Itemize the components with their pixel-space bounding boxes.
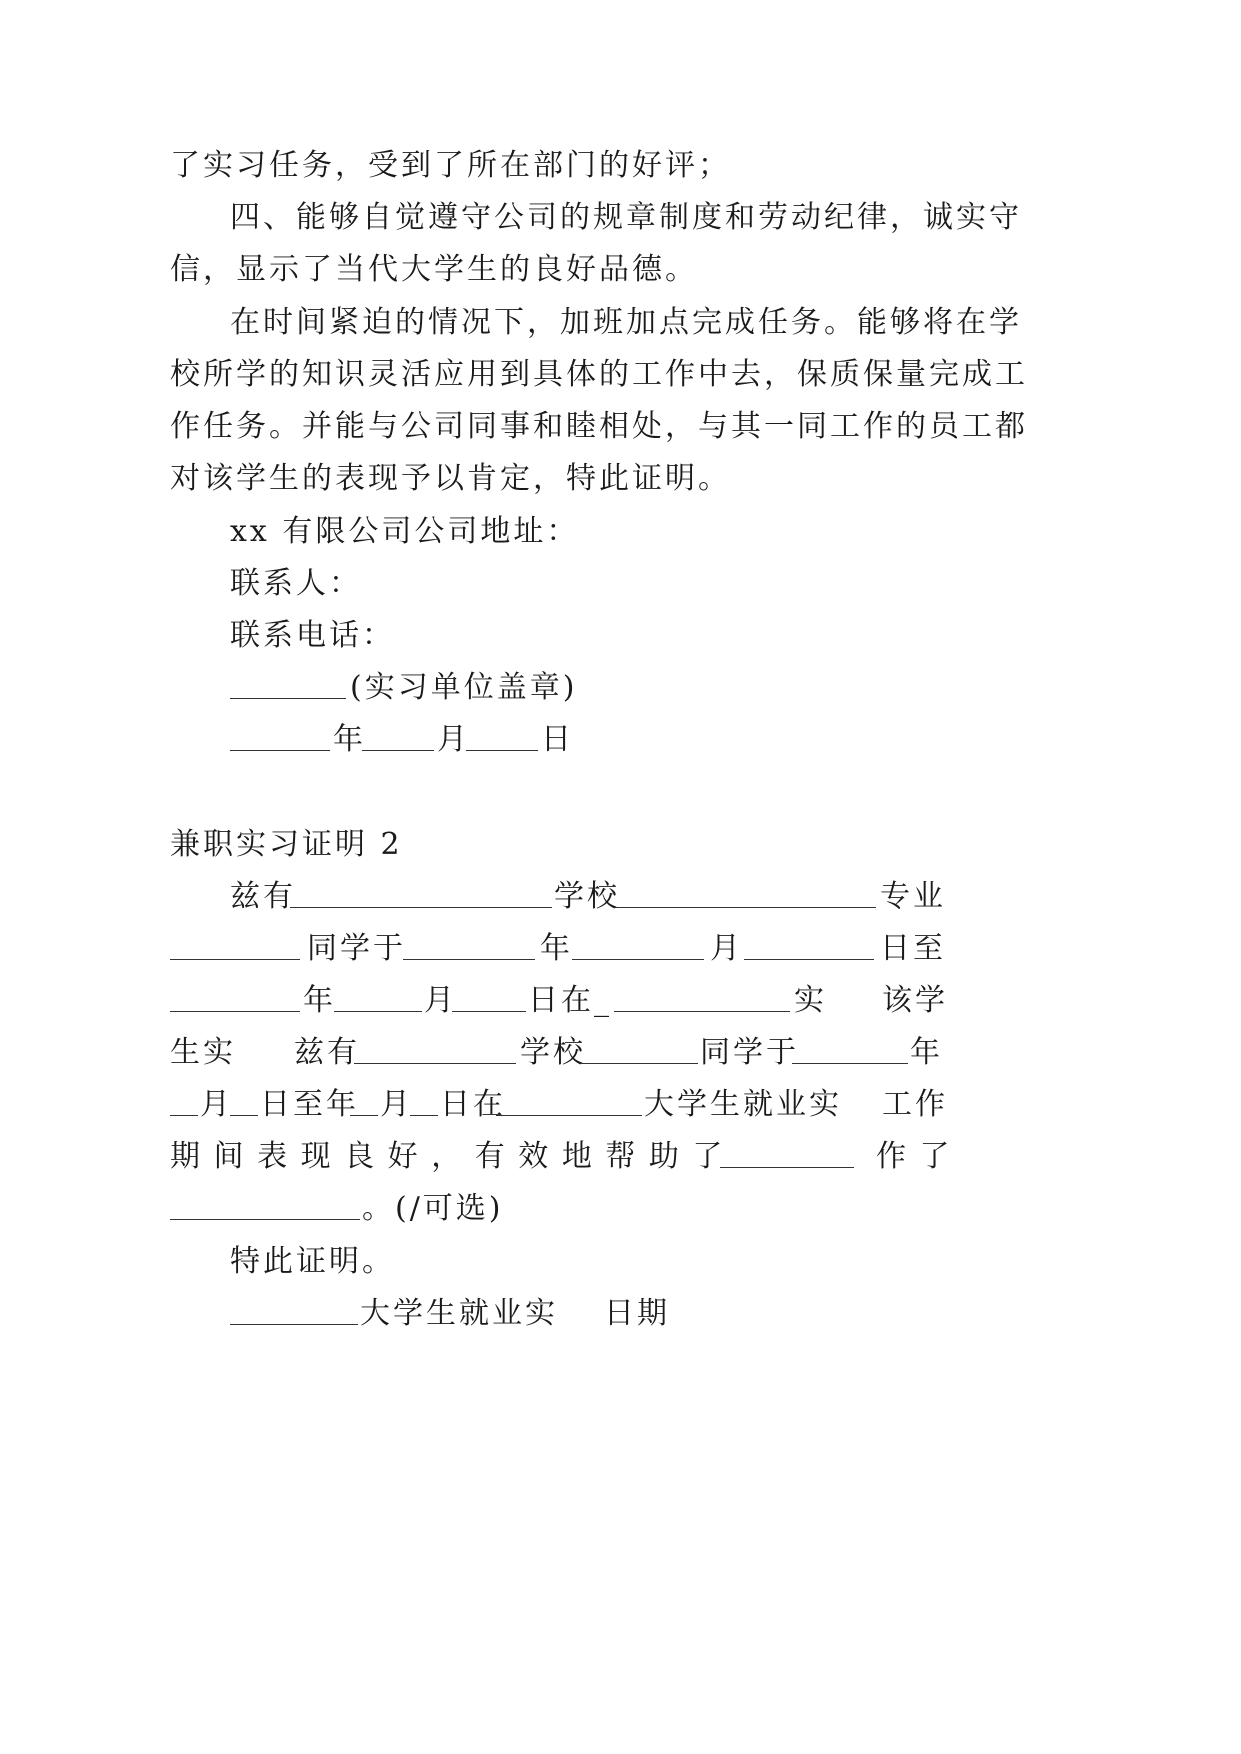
text-line: 月: [380, 1087, 413, 1122]
text-line: 月: [424, 983, 457, 1018]
text-line: 日至年: [260, 1087, 359, 1122]
signature-line: [0, 1294, 1241, 1334]
text-line: 工作: [882, 1087, 948, 1122]
blank-field: [170, 929, 300, 960]
text-line: 对该学生的表现予以肯定，特此证明。: [170, 461, 731, 496]
paragraph-line: [0, 198, 1241, 238]
text-line: 年: [333, 722, 366, 757]
text-line: 同学于: [700, 1035, 799, 1070]
text-line: 期 间 表 现 良 好 ， 有 效 地 帮 助 了: [170, 1139, 725, 1174]
paragraph-line: [0, 146, 1241, 186]
text-line: 日在_: [528, 983, 612, 1018]
closing-line: [0, 1242, 1241, 1282]
text-line: 学校: [520, 1035, 586, 1070]
date-line: [0, 720, 1241, 760]
text-line: 作 了: [876, 1139, 952, 1174]
blank-field: [466, 720, 538, 751]
text-line: xx 有限公司公司地址：: [230, 514, 580, 549]
blank-field: [452, 981, 526, 1012]
blank-field: [230, 1085, 258, 1116]
text-line: 联系电话：: [230, 618, 395, 653]
paragraph-line: [0, 407, 1241, 447]
blank-field: [350, 1085, 378, 1116]
seal-line: [0, 668, 1241, 708]
blank-field: [230, 668, 346, 699]
blank-field: [230, 1294, 358, 1325]
blank-field: [403, 929, 535, 960]
blank-field: [496, 1085, 642, 1116]
text-line: 专业: [880, 879, 946, 914]
form-line: [0, 877, 1241, 917]
text-line: 校所学的知识灵活应用到具体的工作中去，保质保量完成工: [170, 357, 1028, 392]
text-line: 实: [794, 983, 827, 1018]
text-line: 该学: [882, 983, 948, 1018]
contact-phone-line: [0, 616, 1241, 656]
form-line: [0, 1189, 1241, 1229]
blank-field: [290, 877, 552, 908]
blank-field: [362, 720, 434, 751]
blank-field: [230, 720, 330, 751]
text-line: 兼职实习证明 2: [170, 827, 403, 862]
text-line: 日: [541, 722, 574, 757]
text-line: 信，显示了当代大学生的良好品德。: [170, 252, 698, 287]
blank-field: [410, 1085, 438, 1116]
text-line: 联系人：: [230, 566, 362, 601]
blank-field: [720, 1137, 854, 1168]
section-title: [0, 825, 1241, 865]
text-line: 作任务。并能与公司同事和睦相处，与其一同工作的员工都: [170, 409, 1028, 444]
text-line: 日期: [604, 1296, 670, 1331]
blank-field: [354, 1033, 516, 1064]
text-line: 。(/可选): [362, 1191, 504, 1226]
text-line: 兹有: [294, 1035, 360, 1070]
text-line: 特此证明。: [230, 1244, 395, 1279]
paragraph-line: [0, 355, 1241, 395]
blank-field: [792, 1033, 908, 1064]
paragraph-line: [0, 459, 1241, 499]
blank-field: [572, 929, 704, 960]
text-line: 月: [710, 931, 743, 966]
form-line: [0, 1033, 1241, 1073]
text-line: 大学生就业实: [360, 1296, 558, 1331]
text-line: 日至: [880, 931, 946, 966]
form-line: [0, 929, 1241, 969]
text-line: 年: [303, 983, 336, 1018]
text-line: 四、能够自觉遵守公司的规章制度和劳动纪律，诚实守: [230, 200, 1022, 235]
paragraph-line: [0, 250, 1241, 290]
contact-person-line: [0, 564, 1241, 604]
blank-field: [170, 1085, 198, 1116]
blank-field: [334, 981, 422, 1012]
text-line: 月: [437, 722, 470, 757]
text-line: 同学于: [307, 931, 406, 966]
blank-field: [580, 1033, 698, 1064]
blank-field: [170, 981, 300, 1012]
form-line: [0, 981, 1241, 1021]
blank-field: [744, 929, 874, 960]
blank-field: [170, 1189, 360, 1220]
text-line: (实习单位盖章): [350, 670, 578, 705]
text-line: 月: [200, 1087, 233, 1122]
text-line: 在时间紧迫的情况下，加班加点完成任务。能够将在学: [230, 305, 1022, 340]
blank-field: [614, 981, 790, 1012]
text-line: 大学生就业实: [644, 1087, 842, 1122]
text-line: 年: [540, 931, 573, 966]
form-line: [0, 1137, 1241, 1177]
blank-field: [614, 877, 876, 908]
text-line: 兹有: [230, 879, 296, 914]
text-line: 了实习任务，受到了所在部门的好评；: [170, 148, 731, 183]
paragraph-line: [0, 303, 1241, 343]
company-address-line: [0, 512, 1241, 552]
text-line: 生实: [170, 1035, 236, 1070]
text-line: 日在: [440, 1087, 506, 1122]
text-line: 年: [910, 1035, 943, 1070]
text-line: 学校: [554, 879, 620, 914]
form-line: [0, 1085, 1241, 1125]
